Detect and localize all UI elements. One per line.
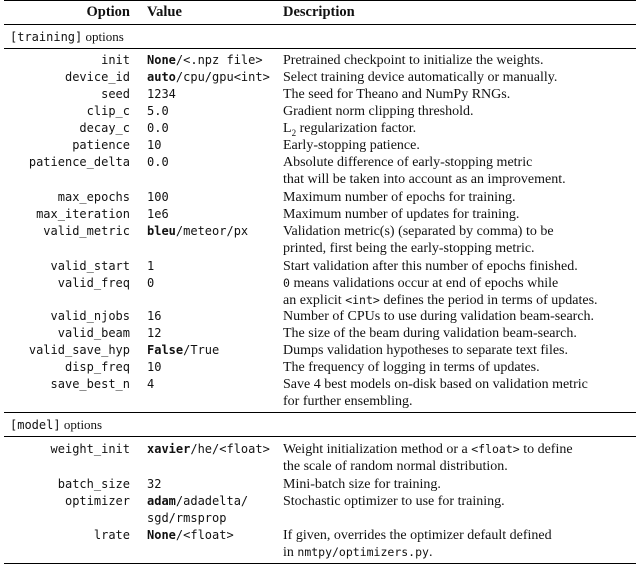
value-alternatives: /cpu/gpu<int>	[175, 70, 270, 84]
option-value	[147, 154, 169, 171]
option-description	[283, 86, 635, 103]
option-name: disp_freq	[64, 360, 130, 374]
description-line	[283, 292, 635, 309]
description-text: Absolute difference of early-stopping metric	[283, 155, 533, 170]
section-model-title	[10, 417, 102, 433]
option-value	[147, 137, 161, 154]
description-line	[283, 308, 635, 325]
description-line	[283, 275, 635, 292]
option-value	[147, 376, 154, 393]
description-text: defines the period in terms of updates.	[379, 293, 598, 308]
option-value	[147, 223, 248, 240]
value-alternatives: 1	[147, 259, 155, 273]
description-text: If given, overrides the optimizer default defined	[283, 528, 552, 543]
description-line	[283, 240, 635, 257]
option-value	[147, 258, 154, 275]
option-value	[147, 308, 161, 325]
value-default: False	[147, 343, 184, 357]
section-model-tag: [model]	[10, 418, 61, 432]
option-value	[147, 206, 169, 223]
description-text: The frequency of logging in terms of updates.	[283, 360, 540, 375]
option-value	[147, 342, 219, 359]
description-text: for further ensembling.	[283, 394, 413, 409]
option-value	[147, 103, 169, 120]
description-line	[283, 393, 635, 410]
option-name: weight_init	[50, 442, 130, 456]
value-alternatives-cont: sgd/rmsprop	[147, 511, 227, 525]
description-text: The size of the beam during validation beam-search.	[283, 326, 577, 341]
description-text: means validations occur at end of epochs while	[289, 276, 559, 291]
option-description	[283, 493, 635, 510]
option-description	[283, 359, 635, 376]
option-description	[283, 137, 635, 154]
description-line	[283, 258, 635, 275]
option-value	[147, 359, 161, 376]
description-line	[283, 441, 635, 458]
option-description	[283, 342, 635, 359]
option-value	[147, 493, 248, 527]
value-alternatives: 0.0	[147, 155, 169, 169]
description-text: to define	[519, 442, 573, 457]
description-text: The seed for Theano and NumPy RNGs.	[283, 87, 511, 102]
description-line	[283, 458, 635, 475]
description-line	[283, 86, 635, 103]
option-name: valid_save_hyp	[28, 343, 130, 357]
option-description	[283, 275, 635, 309]
value-alternatives: 10	[147, 138, 162, 152]
option-description	[283, 103, 635, 120]
option-name: optimizer	[64, 494, 130, 508]
description-text: Maximum number of epochs for training.	[283, 190, 516, 205]
description-code: <float>	[471, 442, 520, 456]
option-name: valid_beam	[57, 326, 130, 340]
description-line	[283, 223, 635, 240]
option-description	[283, 154, 635, 188]
option-name: batch_size	[57, 477, 130, 491]
option-description	[283, 189, 635, 206]
description-text: regularization factor.	[296, 121, 417, 136]
header-rule	[4, 24, 636, 25]
option-description	[283, 376, 635, 410]
model-rule	[4, 436, 636, 437]
value-alternatives: /<.npz file>	[175, 53, 263, 67]
option-name: device_id	[64, 70, 130, 84]
option-name: patience_delta	[28, 155, 130, 169]
value-default: auto	[147, 70, 176, 84]
value-default: None	[147, 528, 176, 542]
option-name: valid_freq	[57, 276, 130, 290]
description-text: Start validation after this number of epochs finished.	[283, 259, 578, 274]
value-default: xavier	[147, 442, 191, 456]
description-code: nmtpy/optimizers.py	[297, 545, 429, 559]
description-text: an explicit	[283, 293, 346, 308]
description-text: L	[283, 121, 292, 136]
option-description	[283, 325, 635, 342]
description-line	[283, 206, 635, 223]
description-text: Validation metric(s) (separated by comma) to be	[283, 224, 554, 239]
description-text: in	[283, 545, 298, 560]
description-line	[283, 527, 635, 544]
option-name: decay_c	[79, 121, 130, 135]
description-text: that will be taken into account as an improvement.	[283, 172, 566, 187]
option-description	[283, 308, 635, 325]
option-description	[283, 52, 635, 69]
option-description	[283, 476, 635, 493]
value-alternatives: 100	[147, 190, 169, 204]
description-text: Number of CPUs to use during validation beam-search.	[283, 309, 595, 324]
section-training-suffix: options	[82, 29, 124, 44]
option-name: valid_njobs	[50, 309, 130, 323]
description-line	[283, 103, 635, 120]
option-value	[147, 441, 270, 458]
value-alternatives: 10	[147, 360, 162, 374]
description-line	[283, 342, 635, 359]
description-text: Stochastic optimizer to use for training.	[283, 494, 505, 509]
option-name: patience	[72, 138, 130, 152]
description-text: Maximum number of updates for training.	[283, 207, 520, 222]
value-alternatives: /True	[183, 343, 220, 357]
value-alternatives: /he/<float>	[190, 442, 270, 456]
description-text: Early-stopping patience.	[283, 138, 420, 153]
description-line	[283, 52, 635, 69]
section-training-tag: [training]	[10, 30, 83, 44]
value-default: None	[147, 53, 176, 67]
description-line	[283, 325, 635, 342]
value-alternatives: 1e6	[147, 207, 169, 221]
value-alternatives: 5.0	[147, 104, 169, 118]
option-value	[147, 527, 234, 544]
option-value	[147, 476, 161, 493]
option-value	[147, 275, 154, 292]
header-value: Value	[147, 4, 182, 20]
option-name: lrate	[93, 528, 130, 542]
description-text: Mini-batch size for training.	[283, 477, 441, 492]
value-alternatives: 1234	[147, 87, 176, 101]
option-name: max_iteration	[36, 207, 130, 221]
option-description	[283, 69, 635, 86]
option-description	[283, 223, 635, 257]
section-model-suffix: options	[60, 417, 103, 432]
value-alternatives: /adadelta/	[175, 494, 249, 508]
value-alternatives: /meteor/px	[175, 224, 249, 238]
option-description	[283, 258, 635, 275]
description-text: Select training device automatically or manually.	[283, 70, 558, 85]
description-line	[283, 544, 635, 561]
option-name: save_best_n	[50, 377, 130, 391]
option-description	[283, 206, 635, 223]
description-line	[283, 189, 635, 206]
training-rule	[4, 48, 636, 49]
description-text: Pretrained checkpoint to initialize the weights.	[283, 53, 544, 68]
value-alternatives: /<float>	[175, 528, 234, 542]
description-text: Weight initialization method or a	[283, 442, 472, 457]
description-text: Gradient norm clipping threshold.	[283, 104, 474, 119]
description-text: Save 4 best models on-disk based on validation metric	[283, 377, 588, 392]
description-text: printed, first being the early-stopping metric.	[283, 241, 535, 256]
value-alternatives: 0.0	[147, 121, 169, 135]
option-name: init	[101, 53, 130, 67]
option-name: valid_start	[50, 259, 130, 273]
description-line	[283, 359, 635, 376]
value-alternatives: 0	[147, 276, 155, 290]
option-value	[147, 52, 263, 69]
description-text: .	[428, 545, 433, 560]
section-training-title	[10, 29, 124, 45]
value-default: adam	[147, 494, 176, 508]
option-value	[147, 189, 169, 206]
bottom-rule	[4, 563, 636, 564]
description-text: Dumps validation hypotheses to separate text files.	[283, 343, 568, 358]
value-alternatives: 4	[147, 377, 155, 391]
description-subscript: 2	[291, 127, 297, 138]
description-line	[283, 137, 635, 154]
description-line	[283, 154, 635, 171]
description-line	[283, 376, 635, 393]
option-name: clip_c	[86, 104, 130, 118]
option-value	[147, 69, 270, 86]
description-code: 0	[283, 276, 290, 290]
top-rule	[4, 0, 636, 1]
option-description	[283, 441, 635, 475]
description-code: <int>	[345, 293, 380, 307]
value-alternatives: 16	[147, 309, 162, 323]
description-line	[283, 69, 635, 86]
option-name: seed	[101, 87, 130, 101]
value-alternatives: 32	[147, 477, 162, 491]
option-value	[147, 120, 169, 137]
option-value	[147, 325, 161, 342]
description-text: the scale of random normal distribution.	[283, 459, 508, 474]
option-description	[283, 527, 635, 561]
value-default: bleu	[147, 224, 176, 238]
description-line	[283, 171, 635, 188]
description-line	[283, 493, 635, 510]
option-name: max_epochs	[57, 190, 130, 204]
option-value	[147, 86, 176, 103]
header-description: Description	[283, 4, 355, 20]
description-line	[283, 476, 635, 493]
value-alternatives: 12	[147, 326, 162, 340]
model-top-rule	[4, 412, 636, 413]
header-option: Option	[86, 4, 130, 20]
option-name: valid_metric	[43, 224, 130, 238]
